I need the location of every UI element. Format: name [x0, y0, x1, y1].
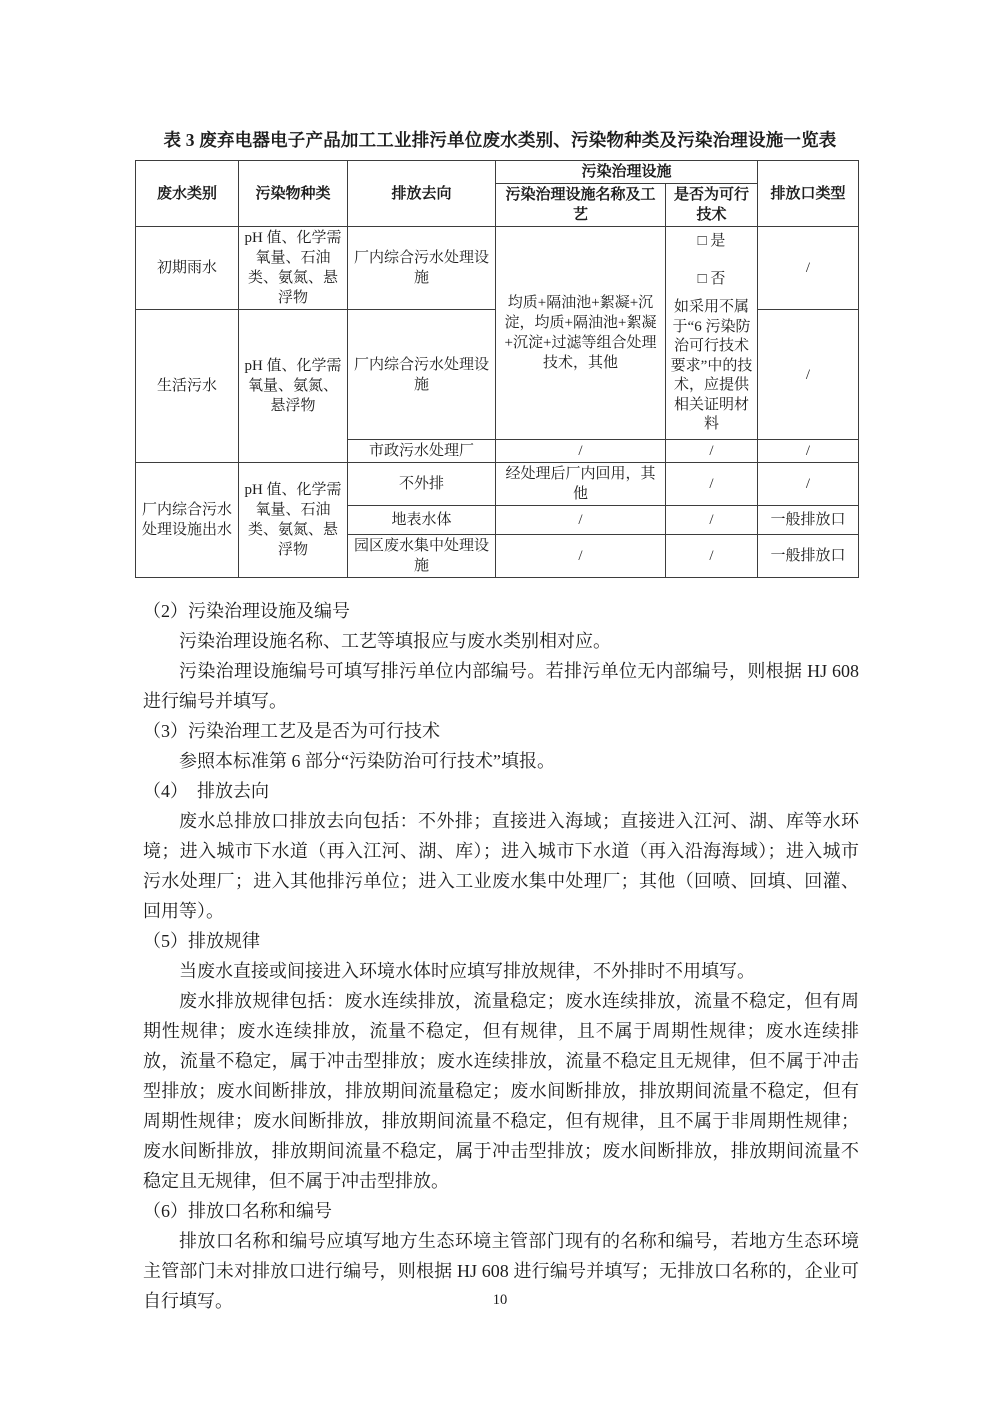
section-heading-4: （4） 排放去向	[143, 781, 269, 801]
cell-domestic-sewage-pollutants: pH 值、化学需氧量、氨氮、悬浮物	[239, 310, 348, 463]
feasible-no-checkbox: □ 否	[697, 271, 726, 288]
section-6-paragraph-1: 排放口名称和编号应填写地方生态环境主管部门现有的名称和编号，若地方生态环境主管部门未对排放口进行编号，则根据 HJ 608 进行编号并填写；无排放口名称的，企业可自行填写。	[143, 1231, 859, 1311]
table-header-row-group	[136, 161, 859, 184]
page-number: 10	[492, 1292, 508, 1308]
cell-initial-rainwater-pollutants: pH 值、化学需氧量、石油类、氨氮、悬浮物	[239, 227, 348, 310]
cell-effluent-dest-park-facility: 园区废水集中处理设施	[348, 535, 496, 578]
cell-domestic-sewage-process-2: /	[496, 440, 666, 463]
cell-effluent-process-reuse: 经处理后厂内回用，其他	[496, 463, 666, 506]
header-feasible-technology: 是否为可行技术	[666, 184, 758, 227]
header-pollutant-type: 污染物种类	[239, 161, 348, 227]
cell-initial-rainwater-outlet: /	[758, 227, 859, 310]
cell-initial-rainwater-destination: 厂内综合污水处理设施	[348, 227, 496, 310]
cell-effluent-process-3: /	[496, 535, 666, 578]
body-text	[143, 596, 859, 1316]
cell-effluent-dest-surface-water: 地表水体	[348, 506, 496, 535]
section-heading-2: （2）污染治理设施及编号	[143, 601, 350, 621]
section-2-paragraph-2: 污染治理设施编号可填写排污单位内部编号。若排污单位无内部编号，则根据 HJ 608 进行编号并填写。	[143, 661, 859, 711]
feasible-yes-checkbox: □ 是	[697, 233, 726, 250]
header-outlet-type: 排放口类型	[758, 161, 859, 227]
cell-domestic-sewage-feasible-2: /	[666, 440, 758, 463]
header-discharge-destination: 排放去向	[348, 161, 496, 227]
cell-effluent-feasible-2: /	[666, 506, 758, 535]
header-wastewater-type: 废水类别	[136, 161, 239, 227]
section-5-paragraph-2: 废水排放规律包括：废水连续排放，流量稳定；废水连续排放，流量不稳定，但有周期性规律；废水连续排放，流量不稳定，但有规律，且不属于周期性规律；废水连续排放，流量不稳定，属于冲击型排放；废水连续排放，流量不稳定且无规律，但不属于冲击型排放；废水间断排放，排放期间流量稳定；废水间断排放，排放期间流量不稳定，但有周期性规律；废水间断排放，排放期间流量不稳定，但有规律，且不属于非周期性规律；废水间断排放，排放期间流量不稳定，属于冲击型排放；废水间断排放，排放期间流量不稳定且无规律，但不属于冲击型排放。	[143, 991, 859, 1191]
cell-initial-rainwater: 初期雨水	[136, 227, 239, 310]
cell-process-combination: 均质+隔油池+絮凝+沉淀，均质+隔油池+絮凝+沉淀+过滤等组合处理技术，其他	[496, 227, 666, 440]
section-2-paragraph-1: 污染治理设施名称、工艺等填报应与废水类别相对应。	[179, 631, 611, 651]
cell-effluent-feasible-3: /	[666, 535, 758, 578]
cell-treated-effluent-pollutants: pH 值、化学需氧量、石油类、氨氮、悬浮物	[239, 463, 348, 578]
feasible-note: 如采用不属于“6 污染防治可行技术要求”中的技术，应提供相关证明材料	[670, 299, 753, 433]
section-3-paragraph-1: 参照本标准第 6 部分“污染防治可行技术”填报。	[179, 751, 555, 771]
table-row-initial-rainwater	[136, 227, 859, 310]
table-title: 表 3 废弃电器电子产品加工工业排污单位废水类别、污染物种类及污染治理设施一览表	[163, 130, 837, 150]
cell-domestic-sewage-outlet-1: /	[758, 310, 859, 440]
cell-domestic-sewage-destination-1: 厂内综合污水处理设施	[348, 310, 496, 440]
cell-effluent-outlet-1: /	[758, 463, 859, 506]
cell-treated-effluent: 厂内综合污水处理设施出水	[136, 463, 239, 578]
header-pollution-control-group: 污染治理设施	[496, 161, 758, 184]
cell-domestic-sewage-destination-2: 市政污水处理厂	[348, 440, 496, 463]
cell-feasible-technology	[666, 227, 758, 440]
table-row-effluent-no-discharge	[136, 463, 859, 506]
cell-effluent-outlet-2: 一般排放口	[758, 506, 859, 535]
section-heading-5: （5）排放规律	[143, 931, 260, 951]
cell-domestic-sewage: 生活污水	[136, 310, 239, 463]
cell-effluent-feasible-1: /	[666, 463, 758, 506]
section-heading-6: （6）排放口名称和编号	[143, 1201, 332, 1221]
table-3-wastewater	[135, 160, 859, 578]
header-facility-name-process: 污染治理设施名称及工艺	[496, 184, 666, 227]
section-4-paragraph-1: 废水总排放口排放去向包括：不外排；直接进入海域；直接进入江河、湖、库等水环境；进入城市下水道（再入江河、湖、库）；进入城市下水道（再入沿海海域）；进入城市污水处理厂；进入其他排污单位；进入工业废水集中处理厂；其他（回喷、回填、回灌、回用等）。	[143, 811, 859, 921]
cell-effluent-dest-no-discharge: 不外排	[348, 463, 496, 506]
cell-effluent-process-2: /	[496, 506, 666, 535]
cell-domestic-sewage-outlet-2: /	[758, 440, 859, 463]
cell-effluent-outlet-3: 一般排放口	[758, 535, 859, 578]
section-heading-3: （3）污染治理工艺及是否为可行技术	[143, 721, 440, 741]
section-5-paragraph-1: 当废水直接或间接进入环境水体时应填写排放规律，不外排时不用填写。	[179, 961, 755, 981]
